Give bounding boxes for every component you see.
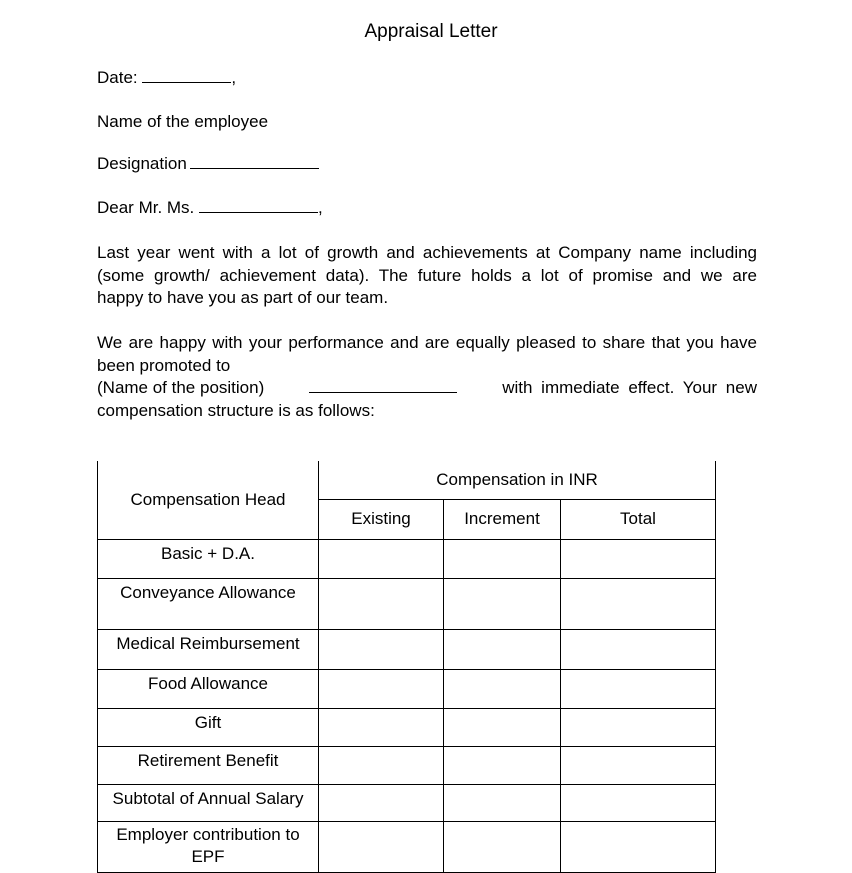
total-cell[interactable]	[561, 539, 716, 578]
salutation-field	[97, 198, 323, 218]
existing-cell[interactable]	[319, 746, 444, 784]
row-label: Employer contribution to EPF	[98, 821, 319, 872]
row-label: Food Allowance	[98, 669, 319, 708]
page-title: Appraisal Letter	[364, 21, 498, 42]
row-label: Basic + D.A.	[98, 539, 319, 578]
position-blank[interactable]	[309, 378, 457, 393]
existing-cell[interactable]	[319, 784, 444, 821]
compensation-head-header: Compensation Head	[98, 461, 319, 539]
intro-line: happy to have you as part of our team.	[97, 288, 389, 307]
date-label: Date:	[97, 68, 138, 87]
increment-cell[interactable]	[444, 746, 561, 784]
promotion-line: been promoted to	[97, 355, 231, 375]
salutation-suffix: ,	[318, 198, 323, 217]
table-row	[98, 784, 716, 821]
date-blank[interactable]	[142, 68, 231, 83]
existing-cell[interactable]	[319, 539, 444, 578]
compensation-group-header: Compensation in INR	[319, 461, 716, 499]
row-label: Conveyance Allowance	[98, 578, 319, 629]
total-cell[interactable]	[561, 629, 716, 669]
existing-cell[interactable]	[319, 669, 444, 708]
increment-cell[interactable]	[444, 629, 561, 669]
total-cell[interactable]	[561, 784, 716, 821]
intro-line: Last year went with a lot of growth and achievements at Company name including	[97, 243, 757, 262]
salutation-label: Dear Mr. Ms.	[97, 198, 195, 217]
total-cell[interactable]	[561, 708, 716, 746]
table-row	[98, 708, 716, 746]
increment-cell[interactable]	[444, 821, 561, 872]
intro-paragraph	[97, 242, 757, 310]
column-header-total: Total	[561, 499, 716, 539]
promotion-line: compensation structure is as follows:	[97, 400, 375, 420]
existing-cell[interactable]	[319, 578, 444, 629]
increment-cell[interactable]	[444, 708, 561, 746]
position-label: (Name of the position)	[97, 378, 265, 397]
row-label: Retirement Benefit	[98, 746, 319, 784]
table-row	[98, 669, 716, 708]
designation-label: Designation	[97, 154, 187, 173]
column-header-increment: Increment	[444, 499, 561, 539]
position-line	[97, 377, 757, 400]
row-label: Gift	[98, 708, 319, 746]
total-cell[interactable]	[561, 669, 716, 708]
increment-cell[interactable]	[444, 578, 561, 629]
increment-cell[interactable]	[444, 784, 561, 821]
total-cell[interactable]	[561, 578, 716, 629]
table-row	[98, 629, 716, 669]
promotion-paragraph	[97, 332, 757, 422]
total-cell[interactable]	[561, 746, 716, 784]
compensation-table	[97, 461, 716, 873]
existing-cell[interactable]	[319, 708, 444, 746]
position-effect-text: with immediate effect. Your new	[502, 378, 757, 397]
column-header-existing: Existing	[319, 499, 444, 539]
row-label: Subtotal of Annual Salary	[98, 784, 319, 821]
increment-cell[interactable]	[444, 539, 561, 578]
table-row	[98, 821, 716, 872]
increment-cell[interactable]	[444, 669, 561, 708]
table-row	[98, 578, 716, 629]
date-suffix: ,	[231, 68, 237, 87]
existing-cell[interactable]	[319, 629, 444, 669]
table-row	[98, 746, 716, 784]
date-field	[97, 68, 236, 88]
existing-cell[interactable]	[319, 821, 444, 872]
salutation-blank[interactable]	[199, 198, 318, 213]
employee-name-label: Name of the employee	[97, 112, 269, 131]
designation-field	[97, 154, 319, 174]
table-row	[98, 539, 716, 578]
designation-blank[interactable]	[190, 154, 319, 169]
total-cell[interactable]	[561, 821, 716, 872]
intro-line: (some growth/ achievement data). The future holds a lot of promise and we are	[97, 265, 757, 285]
row-label: Medical Reimbursement	[98, 629, 319, 669]
promotion-line: We are happy with your performance and are equally pleased to share that you have	[97, 333, 757, 352]
